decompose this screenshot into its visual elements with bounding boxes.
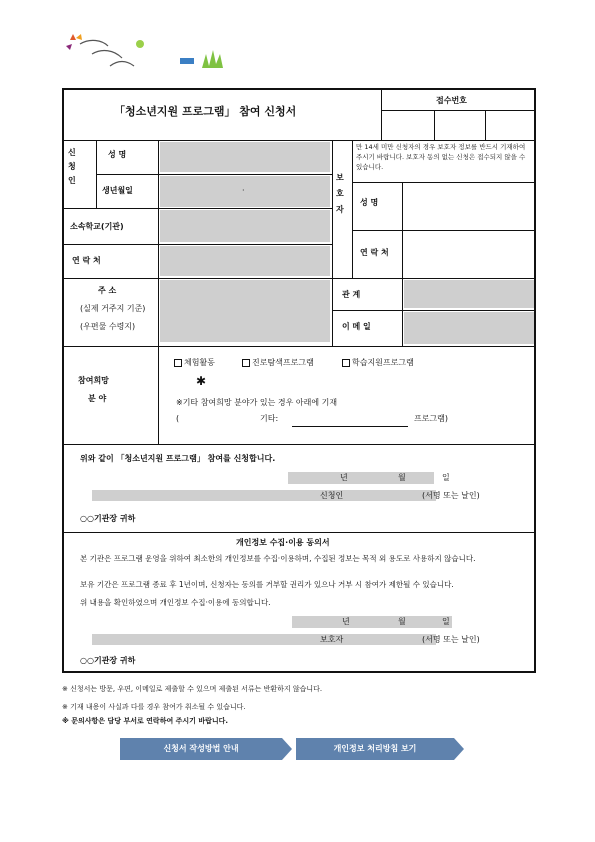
relation-label: 관 계: [342, 290, 361, 299]
note-2: ※ 기재 내용이 사실과 다를 경우 참여가 취소될 수 있습니다.: [62, 703, 246, 711]
contact-field[interactable]: [160, 246, 330, 276]
birth-field[interactable]: [160, 176, 330, 207]
other-instruction: ※기타 참여희망 분야가 있는 경우 아래에 기재: [176, 398, 338, 407]
other-label: 기타:: [260, 414, 279, 423]
note-1: ※ 신청서는 방문, 우편, 이메일로 제출할 수 있으며 제출된 서류는 반환하지 않습니다.: [62, 685, 323, 693]
form-title: 「청소년지원 프로그램」 참여 신청서: [114, 105, 297, 118]
sign-mark-1: (서명 또는 날인): [422, 491, 480, 500]
address-note-1: (실제 거주지 기준): [80, 304, 146, 313]
checkbox-icon: [342, 359, 350, 367]
address-label: 주 소: [98, 286, 117, 295]
privacy-line-1: 본 기관은 프로그램 운영을 위하여 최소한의 개인정보를 수집·이용하며, 수집된 정보는 목적 외 용도로 사용하지 않습니다.: [80, 554, 476, 563]
recipient-2: ○○기관장 귀하: [80, 656, 136, 665]
recipient-1: ○○기관장 귀하: [80, 514, 136, 523]
birth-value: ·: [242, 186, 245, 195]
name-field[interactable]: [160, 142, 330, 172]
name-label: 성 명: [108, 150, 127, 159]
other-open: (: [176, 414, 180, 423]
birth-label: 생년월일: [102, 186, 133, 195]
privacy-line-2: 보유 기간은 프로그램 종료 후 1년이며, 신청자는 동의를 거부할 권리가 있으나 거부 시 참여가 제한될 수 있습니다.: [80, 580, 454, 589]
email-label: 이 메 일: [342, 322, 371, 331]
applicant-sign-field[interactable]: [92, 490, 436, 501]
address-field[interactable]: [160, 280, 330, 342]
month-label-2: 월: [398, 617, 406, 626]
applicant-sign-label: 신청인: [320, 491, 344, 500]
other-close: 프로그램): [414, 414, 449, 423]
date-field[interactable]: [288, 472, 434, 484]
option-experience[interactable]: [174, 358, 215, 368]
other-input-line[interactable]: [292, 426, 408, 427]
guardian-name-label: 성 명: [360, 198, 379, 207]
guardian-side-label: 보호자: [336, 173, 344, 214]
applicant-side-label: 신청인: [68, 148, 76, 185]
guardian-notice: 만 14세 미만 신청자의 경우 보호자 정보를 반드시 기재하여 주시기 바랍니다. 보호자 동의 없는 신청은 접수되지 않을 수 있습니다.: [356, 143, 526, 171]
guardian-sign-label: 보호자: [320, 635, 344, 644]
option-label: 진로탐색프로그램: [252, 358, 314, 367]
day-label: 일: [442, 473, 450, 482]
program-label-2: 분 야: [88, 394, 107, 403]
receipt-number-label: 접수번호: [436, 96, 467, 105]
date-field-2[interactable]: [292, 616, 452, 628]
privacy-policy-button[interactable]: 개인정보 처리방침 보기: [296, 738, 454, 760]
guardian-sign-field[interactable]: [92, 634, 436, 645]
address-note-2: (우편물 수령지): [80, 322, 136, 331]
sign-mark-2: (서명 또는 날인): [422, 635, 480, 644]
guardian-contact-label: 연 락 처: [360, 248, 389, 257]
month-label: 월: [398, 473, 406, 482]
note-3: ※ 문의사항은 담당 부서로 연락하여 주시기 바랍니다.: [62, 717, 229, 725]
option-career[interactable]: [242, 358, 314, 368]
org-field[interactable]: [160, 210, 330, 242]
relation-field[interactable]: [404, 280, 534, 308]
year-label-2: 년: [342, 617, 350, 626]
checkbox-icon: [242, 359, 250, 367]
email-field[interactable]: [404, 312, 534, 344]
year-label: 년: [340, 473, 348, 482]
option-label: 체험활동: [184, 358, 215, 367]
option-study[interactable]: [342, 358, 414, 368]
asterisk-mark-icon: ✱: [196, 374, 207, 388]
guide-button[interactable]: 신청서 작성방법 안내: [120, 738, 282, 760]
contact-label: 연 락 처: [72, 256, 101, 265]
consent-statement: 위와 같이 「청소년지원 프로그램」 참여를 신청합니다.: [80, 454, 276, 463]
privacy-line-3: 위 내용을 확인하였으며 개인정보 수집·이용에 동의합니다.: [80, 598, 271, 607]
program-label: 참여희망: [78, 376, 109, 385]
checkbox-icon: [174, 359, 182, 367]
privacy-consent-title: 개인정보 수집·이용 동의서: [236, 538, 330, 547]
application-form: [62, 88, 536, 673]
org-label: 소속학교(기관): [70, 222, 124, 231]
day-label-2: 일: [442, 617, 450, 626]
option-label: 학습지원프로그램: [352, 358, 414, 367]
organization-logo: [62, 30, 252, 80]
